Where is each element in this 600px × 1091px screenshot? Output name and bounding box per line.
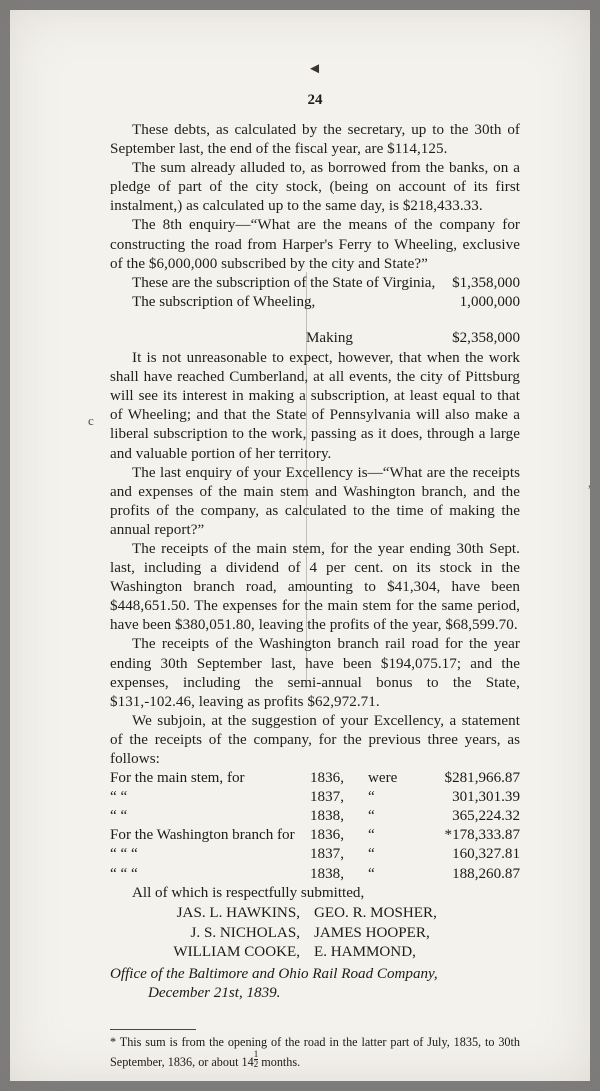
row-were: “ [368,865,375,882]
signature-block [110,904,437,963]
signature-left: J. S. NICHOLAS, [190,924,300,941]
row-amount: 365,224.32 [452,808,520,825]
signature-left: JAS. L. HAWKINS, [176,905,300,922]
subscription-value-virginia: $1,358,000 [452,274,520,291]
table-row [110,826,520,845]
row-label: “ “ [110,789,128,806]
row-were: were [368,770,398,787]
paper-sheet [10,10,590,1081]
row-year: 1838, [310,865,344,882]
footnote [110,1035,520,1070]
paragraph-4: It is not unreasonable to expect, however, that when the work shall have reached Cumberland, at all events, the city of Pittsburg will see its interest in making a subscription, at least equal to that of Wheeling; and that the State of Pennsylvania will also make a liberal subscription to the work, passing as it does, through a large and valuable portion of her territory. [110,350,520,462]
subscription-value-wheeling: 1,000,000 [459,293,520,310]
receipts-table [110,769,520,884]
page-number: 24 [307,92,323,108]
footnote-text-b: months. [258,1055,301,1070]
row-year: 1836, [310,827,344,844]
row-year: 1836, [310,770,344,787]
page-content [110,60,520,1070]
closing-line: All of which is respectfully submitted, [132,884,365,901]
row-amount: 301,301.39 [452,789,520,806]
signature-left: WILLIAM COOKE, [173,944,300,961]
paragraph-1: These debts, as calculated by the secretary, up to the 30th of September last, the end of the fiscal year, are $114,125. [110,122,520,158]
row-amount: *178,333.87 [444,827,520,844]
fraction-numerator: 1 [253,1049,259,1060]
paragraph-6: The receipts of the main stem, for the year ending 30th Sept. last, including a dividend of 4 per cent. on its stock in the Washington branch road, amounting to $41,304, have been $448,651.50. The expenses for the main stem for the same period, have been $380,051.80, leaving the profits of the year, $68,599.70. [110,540,520,634]
office-line-2: December 21st, 1839. [148,985,281,1002]
table-row [110,807,520,826]
ornament-mark: ◄ [307,61,323,77]
row-were: “ [368,827,375,844]
signature-row [110,904,437,924]
row-label: “ “ “ [110,846,138,863]
signature-right: GEO. R. MOSHER, [314,905,437,922]
signature-row [110,943,437,963]
footnote-rule [110,1029,196,1030]
row-were: “ [368,789,375,806]
margin-mark-left: c [88,413,94,428]
paragraph-5: The last enquiry of your Excellency is—“What are the receipts and expenses of the main stem and Washington branch, and the profits of the company, as calculated to the time of making the annual report?” [110,464,520,538]
row-year: 1837, [310,789,344,806]
paragraph-8: We subjoin, at the suggestion of your Excellency, a statement of the receipts of the company, for the previous three years, as follows: [110,712,520,767]
row-amount: $281,966.87 [444,770,520,787]
fraction-denominator: 2 [253,1059,259,1070]
subscription-row-wheeling [110,293,520,312]
table-row [110,769,520,788]
paragraph-2: The sum already alluded to, as borrowed from the banks, on a pledge of part of the city stock, (being on account of its first instalment,) as calculated up to the same day, is $218,433.33. [110,160,520,215]
footnote-marker: * [110,1035,117,1050]
table-row [110,845,520,864]
row-were: “ [368,846,375,863]
making-total-row [110,329,520,348]
row-label: “ “ [110,808,128,825]
paragraph-7: The receipts of the Washington branch rail road for the year ending 30th September last, have been $194,075.17; and the expenses, including the semi-annual bonus to the State, $131,-102.46, leaving as profits $62,972.71. [110,636,520,710]
row-amount: 188,260.87 [452,865,520,882]
row-year: 1837, [310,846,344,863]
table-row [110,788,520,807]
row-were: “ [368,808,375,825]
subscription-row-virginia [110,274,520,293]
row-year: 1838, [310,808,344,825]
office-imprint [110,965,520,1003]
row-label: For the main stem, for [110,770,245,787]
row-amount: 160,327.81 [452,846,520,863]
margin-mark-right: , [588,475,592,490]
table-row [110,865,520,884]
paragraph-3: The 8th enquiry—“What are the means of the company for constructing the road from Harper's Ferry to Wheeling, exclusive of the $6,000,000 subscribed by the city and State?” [110,217,520,272]
signature-right: E. HAMMOND, [314,944,416,961]
signature-right: JAMES HOOPER, [314,924,430,941]
signature-row [110,924,437,944]
footnote-text-a: This sum is from the opening of the road in the latter part of July, 1835, to 30th September, 1836, or about 14 [110,1035,520,1070]
row-label: “ “ “ [110,865,138,882]
office-line-1: Office of the Baltimore and Ohio Rail Road Company, [110,966,438,983]
row-label: For the Washington branch for [110,827,295,844]
marginal-rule [306,272,307,688]
making-value: $2,358,000 [452,329,520,346]
subscription-label-wheeling: The subscription of Wheeling, [132,293,316,310]
subscription-label-virginia: These are the subscription of the State of Virginia, [132,274,436,291]
making-label: Making [306,329,353,346]
